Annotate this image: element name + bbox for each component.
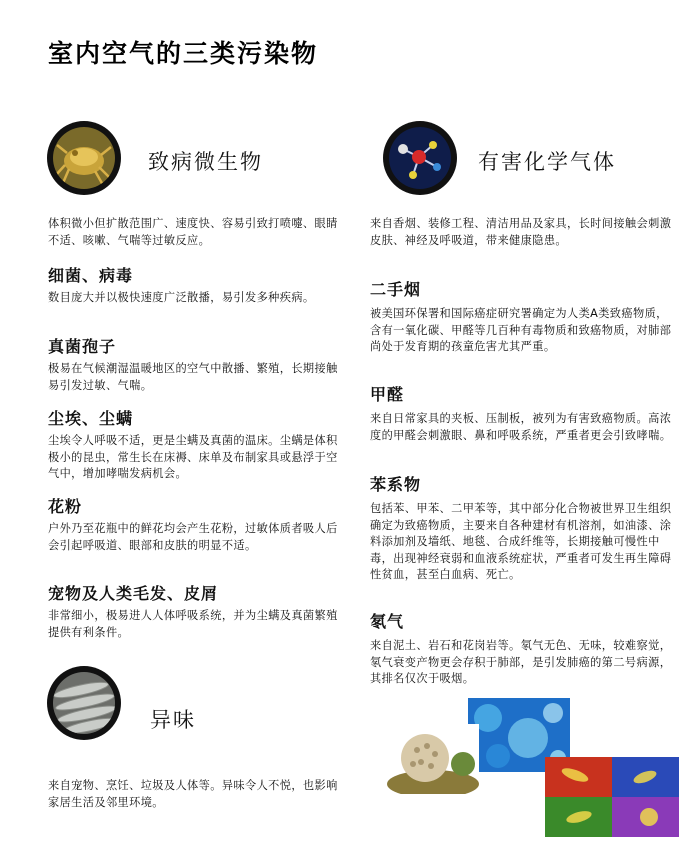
hair-heading: 宠物及人类毛发、皮屑 xyxy=(48,584,219,603)
fungi-heading: 真菌孢子 xyxy=(48,337,117,356)
odor-text: 来自宠物、烹饪、垃圾及人体等。异味令人不悦，也影响家居生活及邻里环境。 xyxy=(48,779,338,809)
smoke-heading: 二手烟 xyxy=(370,280,422,299)
pollen-photo xyxy=(387,724,479,794)
pathogen-intro: 体积微小但扩散范围广、速度快、容易引致打喷嚏、眼睛不适、咳嗽、气喘等过敏反应。 xyxy=(48,217,338,247)
fish-icon xyxy=(47,666,121,740)
molecule-icon xyxy=(383,121,457,195)
benzene-heading: 苯系物 xyxy=(370,475,422,494)
benzene-text: 包括苯、甲苯、二甲苯等，其中部分化合物被世界卫生组织确定为致癌物质，主要来自各种建材有机溶剂，如油漆、涂料添加剂及墙纸、地毯、合成纤维等，长期接触可慢性中毒，出现神经衰弱和血液系统症状，严重者可发生再生障碍性贫血，甚至白血病、死亡。 xyxy=(370,502,672,581)
radon-heading: 氡气 xyxy=(370,612,405,631)
pathogen-title: 致病微生物 xyxy=(148,150,263,174)
chemical-intro: 来自香烟、装修工程、清洁用品及家具，长时间接触会刺激皮肤、神经及呼吸道，带来健康隐患。 xyxy=(370,217,672,247)
fungi-text: 极易在气候潮湿温暖地区的空气中散播、繁殖，长期接触易引发过敏、气喘。 xyxy=(48,362,338,392)
smoke-text: 被美国环保署和国际癌症研究署确定为人类A类致癌物质，含有一氧化碳、甲醛等几百种有毒物质和致癌物质，对肺部尚处于发育期的孩童危害尤其严重。 xyxy=(370,307,672,353)
formaldehyde-heading: 甲醛 xyxy=(370,385,405,404)
bacteria-text: 数目庞大并以极快速度广泛散播，易引发多种疾病。 xyxy=(48,291,315,304)
radon-text: 来自泥土、岩石和花岗岩等。氡气无色、无味，较难察觉，氡气衰变产物更会存积于肺部，是引发肺癌的第二号病源，其排名仅次于吸烟。 xyxy=(370,639,672,685)
dust-heading: 尘埃、尘螨 xyxy=(48,409,134,428)
odor-title: 异味 xyxy=(150,708,196,732)
pollen-heading: 花粉 xyxy=(48,497,83,516)
pollen-text: 户外乃至花瓶中的鲜花均会产生花粉，过敏体质者吸人后会引起呼吸道、眼部和皮肤的明显不适。 xyxy=(48,522,338,552)
dust-text: 尘埃令人呼吸不适，更是尘螨及真菌的温床。尘螨是体积极小的昆虫，常生长在床褥、床单及布制家具或悬浮于空气中，增加哮喘发病机会。 xyxy=(48,434,338,480)
bacteria-photo xyxy=(545,757,679,837)
formaldehyde-text: 来自日常家具的夹板、压制板，被列为有害致癌物质。高浓度的甲醛会刺激眼、鼻和呼吸系统，严重者更会引致哮喘。 xyxy=(370,412,672,442)
dust-mite-icon xyxy=(47,121,121,195)
chemical-title: 有害化学气体 xyxy=(478,150,616,174)
hair-text: 非常细小，极易进人人体呼吸系统，并为尘螨及真菌繁殖提供有利条件。 xyxy=(48,609,338,639)
bacteria-heading: 细菌、病毒 xyxy=(48,266,134,285)
page-title: 室内空气的三类污染物 xyxy=(48,39,319,68)
